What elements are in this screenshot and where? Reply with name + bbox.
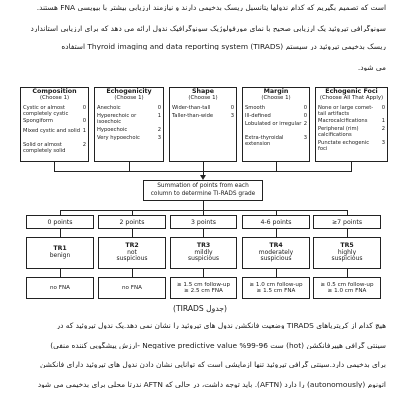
intro-line-1: است که تصمیم بگیریم که کدام ندولها پتانسیل ریسک بدخیمی دارند و نیازمند ارزیابی بیشتر با بیوپسی FNA هستند.	[36, 4, 386, 12]
connector-line	[276, 229, 277, 237]
echogenic-foci-column	[315, 87, 388, 162]
tr-risk-label: mildly suspicious	[187, 248, 220, 263]
connector-line	[276, 269, 277, 277]
connector-line	[203, 162, 204, 171]
connector-line	[60, 269, 61, 277]
tr-risk-label: benign	[49, 252, 71, 260]
connector-line	[132, 269, 133, 277]
list-item: Hyperechoic or isoechoic 1	[97, 113, 161, 125]
tr-risk-label: highly suspicious	[331, 248, 363, 263]
tr-grade-box	[26, 237, 94, 269]
points-box: 4-6 points	[242, 215, 310, 229]
list-item: Taller-than-wide 3	[172, 113, 234, 119]
list-item: Extra-thyroidal extension 3	[245, 135, 307, 147]
composition-column	[20, 87, 89, 162]
tr-grade-label: TR4	[269, 242, 283, 249]
points-box: ≥7 points	[313, 215, 381, 229]
points-box: 2 points	[98, 215, 166, 229]
fna-recommendation-box: no FNA	[98, 277, 166, 299]
list-item: Ill-defined 0	[245, 113, 307, 119]
shape-subtitle: (Choose 1)	[188, 94, 218, 101]
tr-grade-label: TR5	[340, 242, 354, 249]
fna-recommendation-box: ≥ 1.0 cm follow-up ≥ 1.5 cm FNA	[242, 277, 310, 299]
outro-line-4: اتونوم (autonomously) را دارد (AFTN). باید توجه داشت، در حالی که AFTN ندرتا محلی برای بدخیمی می شود	[37, 381, 386, 389]
list-item: Very hypoechoic 3	[97, 135, 161, 141]
echogenic-foci-title: Echogenic Foci	[325, 88, 378, 95]
connector-line	[54, 162, 55, 171]
intro-line-4: می شود.	[357, 64, 386, 72]
fna-recommendation-box: ≥ 1.5 cm follow-up ≥ 2.5 cm FNA	[170, 277, 237, 299]
connector-line	[132, 229, 133, 237]
tr-grade-label: TR2	[125, 242, 139, 249]
connector-line	[60, 229, 61, 237]
connector-line	[276, 162, 277, 171]
connector-line	[347, 269, 348, 277]
margin-title: Margin	[263, 88, 289, 95]
connector-line	[203, 201, 204, 210]
list-item: Macrocalcifications 1	[318, 118, 385, 124]
summation-box: Summation of points from each column to determine TI-RADS grade	[143, 180, 263, 201]
echogenicity-column	[94, 87, 164, 162]
tr-grade-box	[98, 237, 166, 269]
connector-line	[351, 162, 352, 171]
fna-recommendation-box: no FNA	[26, 277, 94, 299]
echogenicity-title: Echogenicity	[106, 88, 152, 95]
tr-grade-box	[313, 237, 381, 269]
list-item: Hypoechoic 2	[97, 127, 161, 133]
list-item: Anechoic 0	[97, 105, 161, 111]
points-box: 3 points	[170, 215, 237, 229]
intro-line-3: ریسک بدخیمی تیروئید در سیستم Thyroid imaging and data reporting system (TIRADS) استفاده	[61, 43, 386, 51]
outro-line-2: سینتی گرافی هیپرفانکشن (hot) ست 96-99% Negative predictive value -ارزش پیشگویی کننده منفی)	[50, 342, 386, 350]
list-item: Peripheral (rim) calcifications 2	[318, 126, 385, 138]
margin-subtitle: (Choose 1)	[261, 94, 291, 101]
list-item: Solid or almost completely solid 2	[23, 142, 86, 154]
list-item: Wider-than-tall 0	[172, 105, 234, 111]
composition-title: Composition	[32, 88, 77, 95]
tr-risk-label: moderately suspicious	[258, 248, 294, 263]
echogenic-foci-subtitle: (Choose All That Apply)	[319, 94, 384, 101]
connector-line	[203, 229, 204, 237]
connector-line	[60, 210, 348, 211]
list-item: Spongiform 0	[23, 118, 86, 124]
echogenicity-subtitle: (Choose 1)	[114, 94, 144, 101]
points-box: 0 points	[26, 215, 94, 229]
outro-line-1: هیچ کدام از کریتریاهای TIRADS وضعیت فانکشن ندول های تیروئید را نشان نمی دهد.یک ندول تیروئید که در	[56, 322, 386, 330]
connector-line	[203, 269, 204, 277]
tr-grade-box	[170, 237, 237, 269]
list-item: Smooth 0	[245, 105, 307, 111]
intro-line-2: سونوگرافی تیروئید یک ارزیابی صحیح با نمای مورفولوژیک سونوگرافیک ندول ارائه می دهد که برای ارزیابی استاندارد	[30, 25, 386, 33]
list-item: Lobulated or irregular 2	[245, 121, 307, 127]
fna-recommendation-box: ≥ 0.5 cm follow-up ≥ 1.0 cm FNA	[313, 277, 381, 299]
margin-column	[242, 87, 310, 162]
list-item: Punctate echogenic foci 3	[318, 140, 385, 152]
figure-caption: (جدول TIRADS)	[173, 304, 227, 313]
tr-grade-box	[242, 237, 310, 269]
connector-line	[129, 162, 130, 171]
tr-grade-label: TR1	[53, 245, 67, 253]
list-item: None or large comet-tail artifacts 0	[318, 105, 385, 117]
list-item: Mixed cystic and solid 1	[23, 128, 86, 134]
tr-risk-label: not suspicious	[116, 248, 148, 263]
shape-title: Shape	[191, 88, 215, 95]
shape-column	[169, 87, 237, 162]
connector-line	[347, 229, 348, 237]
outro-line-3: برای بدخیمی دارد.سینتی گرافی تیروئید تنها آزمایشی است که توانایی نشان دادن ندول های تیروئید دارای فانکشن	[40, 361, 386, 369]
tr-grade-label: TR3	[196, 242, 211, 249]
list-item: Cystic or almost completely cystic 0	[23, 105, 86, 117]
composition-subtitle: (Choose 1)	[39, 94, 70, 101]
